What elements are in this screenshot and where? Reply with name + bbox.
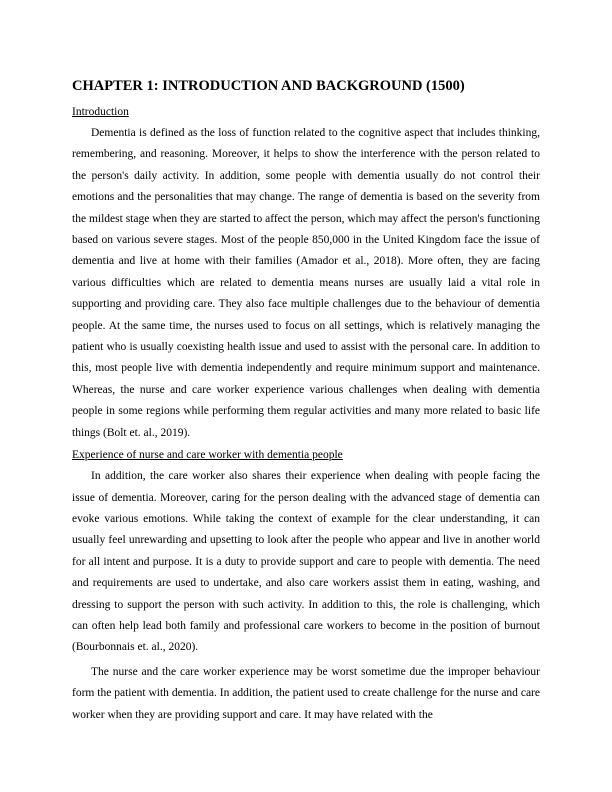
paragraph: In addition, the care worker also shares their experience when dealing with people facing the issue of dementia. Moreover, caring for the person dealing with the advanced stage of dementia can evoke various emotions. While taking the context of example for the clear understanding, it can usually feel unrewarding and upsetting to look after the people who appear and live in another world for all intent and purpose. It is a duty to provide support and care to people with dementia. The need and requirements are used to undertake, and also care workers assist them in eating, washing, and dressing to support the person with such activity. In addition to this, the role is challenging, which can often help lead both family and professional care workers to become in the position of burnout (Bourbonnais et. al., 2020). (72, 470, 540, 654)
section-heading-introduction: Introduction (72, 106, 129, 118)
section-introduction (72, 104, 540, 444)
section-experience (72, 447, 540, 726)
document-page (72, 76, 540, 729)
paragraph: The nurse and the care worker experience may be worst sometime due the improper behaviour form the patient with dementia. In addition, the patient used to create challenge for the nurse and care worker when they are providing support and care. It may have related with the (72, 665, 540, 721)
section-heading-experience: Experience of nurse and care worker with dementia people (72, 449, 343, 462)
paragraph: Dementia is defined as the loss of function related to the cognitive aspect that includes thinking, remembering, and reasoning. Moreover, it helps to show the interference with the person related to the person's daily activity. In addition, some people with dementia usually do not control their emotions and the personalities that may change. The range of dementia is based on the severity from the mildest stage when they are started to affect the person, which may affect the person's functioning based on various severe stages. Most of the people 850,000 in the United Kingdom face the issue of dementia and live at home with their families (Amador et al., 2018). More often, they are facing various difficulties which are related to dementia means nurses are usually laid a vital role in supporting and providing care. They also face multiple challenges due to the behaviour of dementia people. At the same time, the nurses used to focus on all settings, which is relatively managing the patient who is usually coexisting health issue and used to assist with the personal care. In addition to this, most people live with dementia independently and require minimum support and maintenance. Whereas, the nurse and care worker experience various challenges when dealing with dementia people in some regions while performing them regular activities and many more related to basic life things (Bolt et. al., 2019). (72, 127, 540, 439)
chapter-title: CHAPTER 1: INTRODUCTION AND BACKGROUND (1500) (72, 78, 465, 94)
